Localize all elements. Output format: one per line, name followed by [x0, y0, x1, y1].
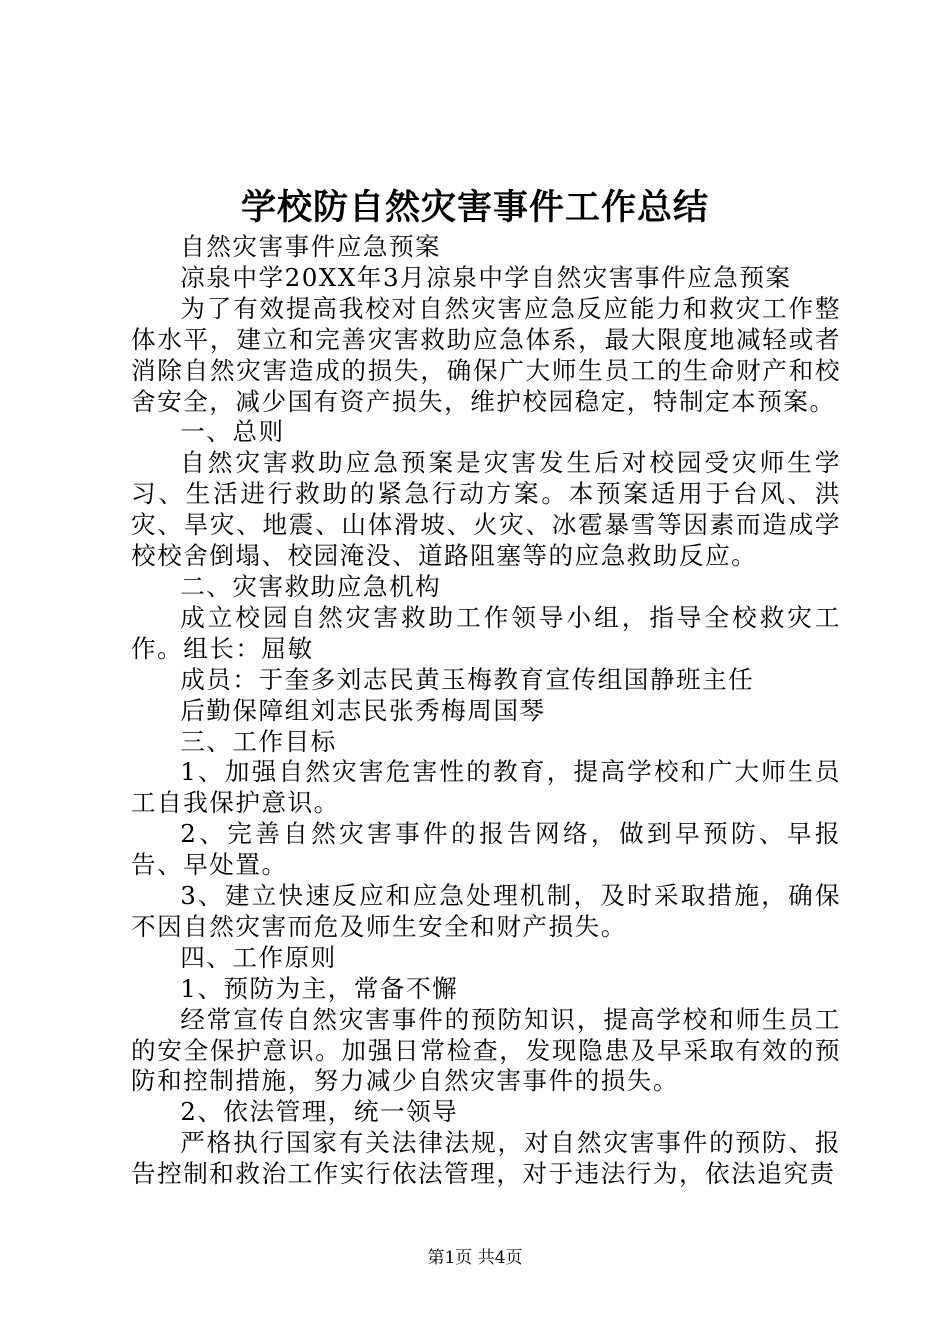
paragraph: 成立校园自然灾害救助工作领导小组，指导全校救灾工作。组长：屈敏 [131, 602, 841, 663]
paragraph: 严格执行国家有关法律法规，对自然灾害事件的预防、报告控制和救治工作实行依法管理，对于违法行为，依法追究责 [131, 1128, 841, 1189]
list-item: 3、建立快速反应和应急处理机制，及时采取措施，确保不因自然灾害而危及师生安全和财产损失。 [131, 881, 841, 941]
section-heading: 三、工作目标 [180, 726, 337, 756]
section-heading: 二、灾害救助应急机构 [180, 571, 442, 601]
document-body [131, 232, 841, 1190]
paragraph: 自然灾害救助应急预案是灾害发生后对校园受灾师生学习、生活进行救助的紧急行动方案。本预案适用于台风、洪灾、旱灾、地震、山体滑坡、火灾、冰雹暴雪等因素而造成学校校舍倒塌、校园淹没、道路阻塞等的应急救助反应。 [131, 448, 841, 571]
page-footer: 第1页 共4页 [427, 1248, 523, 1268]
section-heading: 一、总则 [180, 417, 285, 447]
document-title: 学校防自然灾害事件工作总结 [240, 187, 709, 228]
list-item: 2、完善自然灾害事件的报告网络，做到早预防、早报告、早处置。 [131, 819, 841, 880]
list-item: 1、加强自然灾害危害性的教育，提高学校和广大师生员工自我保护意识。 [131, 757, 841, 818]
paragraph: 成员：于奎多刘志民黄玉梅教育宣传组国静班主任 [180, 664, 755, 694]
paragraph: 后勤保障组刘志民张秀梅周国琴 [180, 695, 546, 725]
paragraph: 为了有效提高我校对自然灾害应急反应能力和救灾工作整体水平，建立和完善灾害救助应急体系，最大限度地减轻或者消除自然灾害造成的损失，确保广大师生员工的生命财产和校舍安全，减少国有资产损失，维护校园稳定，特制定本预案。 [131, 293, 841, 416]
paragraph: 凉泉中学20XX年3月凉泉中学自然灾害事件应急预案 [180, 262, 792, 292]
sub-heading: 2、依法管理，统一领导 [180, 1097, 459, 1127]
paragraph: 经常宣传自然灾害事件的预防知识，提高学校和师生员工的安全保护意识。加强日常检查，发现隐患及早采取有效的预防和控制措施，努力减少自然灾害事件的损失。 [131, 1004, 841, 1096]
section-heading: 四、工作原则 [180, 942, 337, 972]
sub-heading: 1、预防为主，常备不懈 [180, 973, 459, 1003]
paragraph: 自然灾害事件应急预案 [180, 232, 442, 261]
